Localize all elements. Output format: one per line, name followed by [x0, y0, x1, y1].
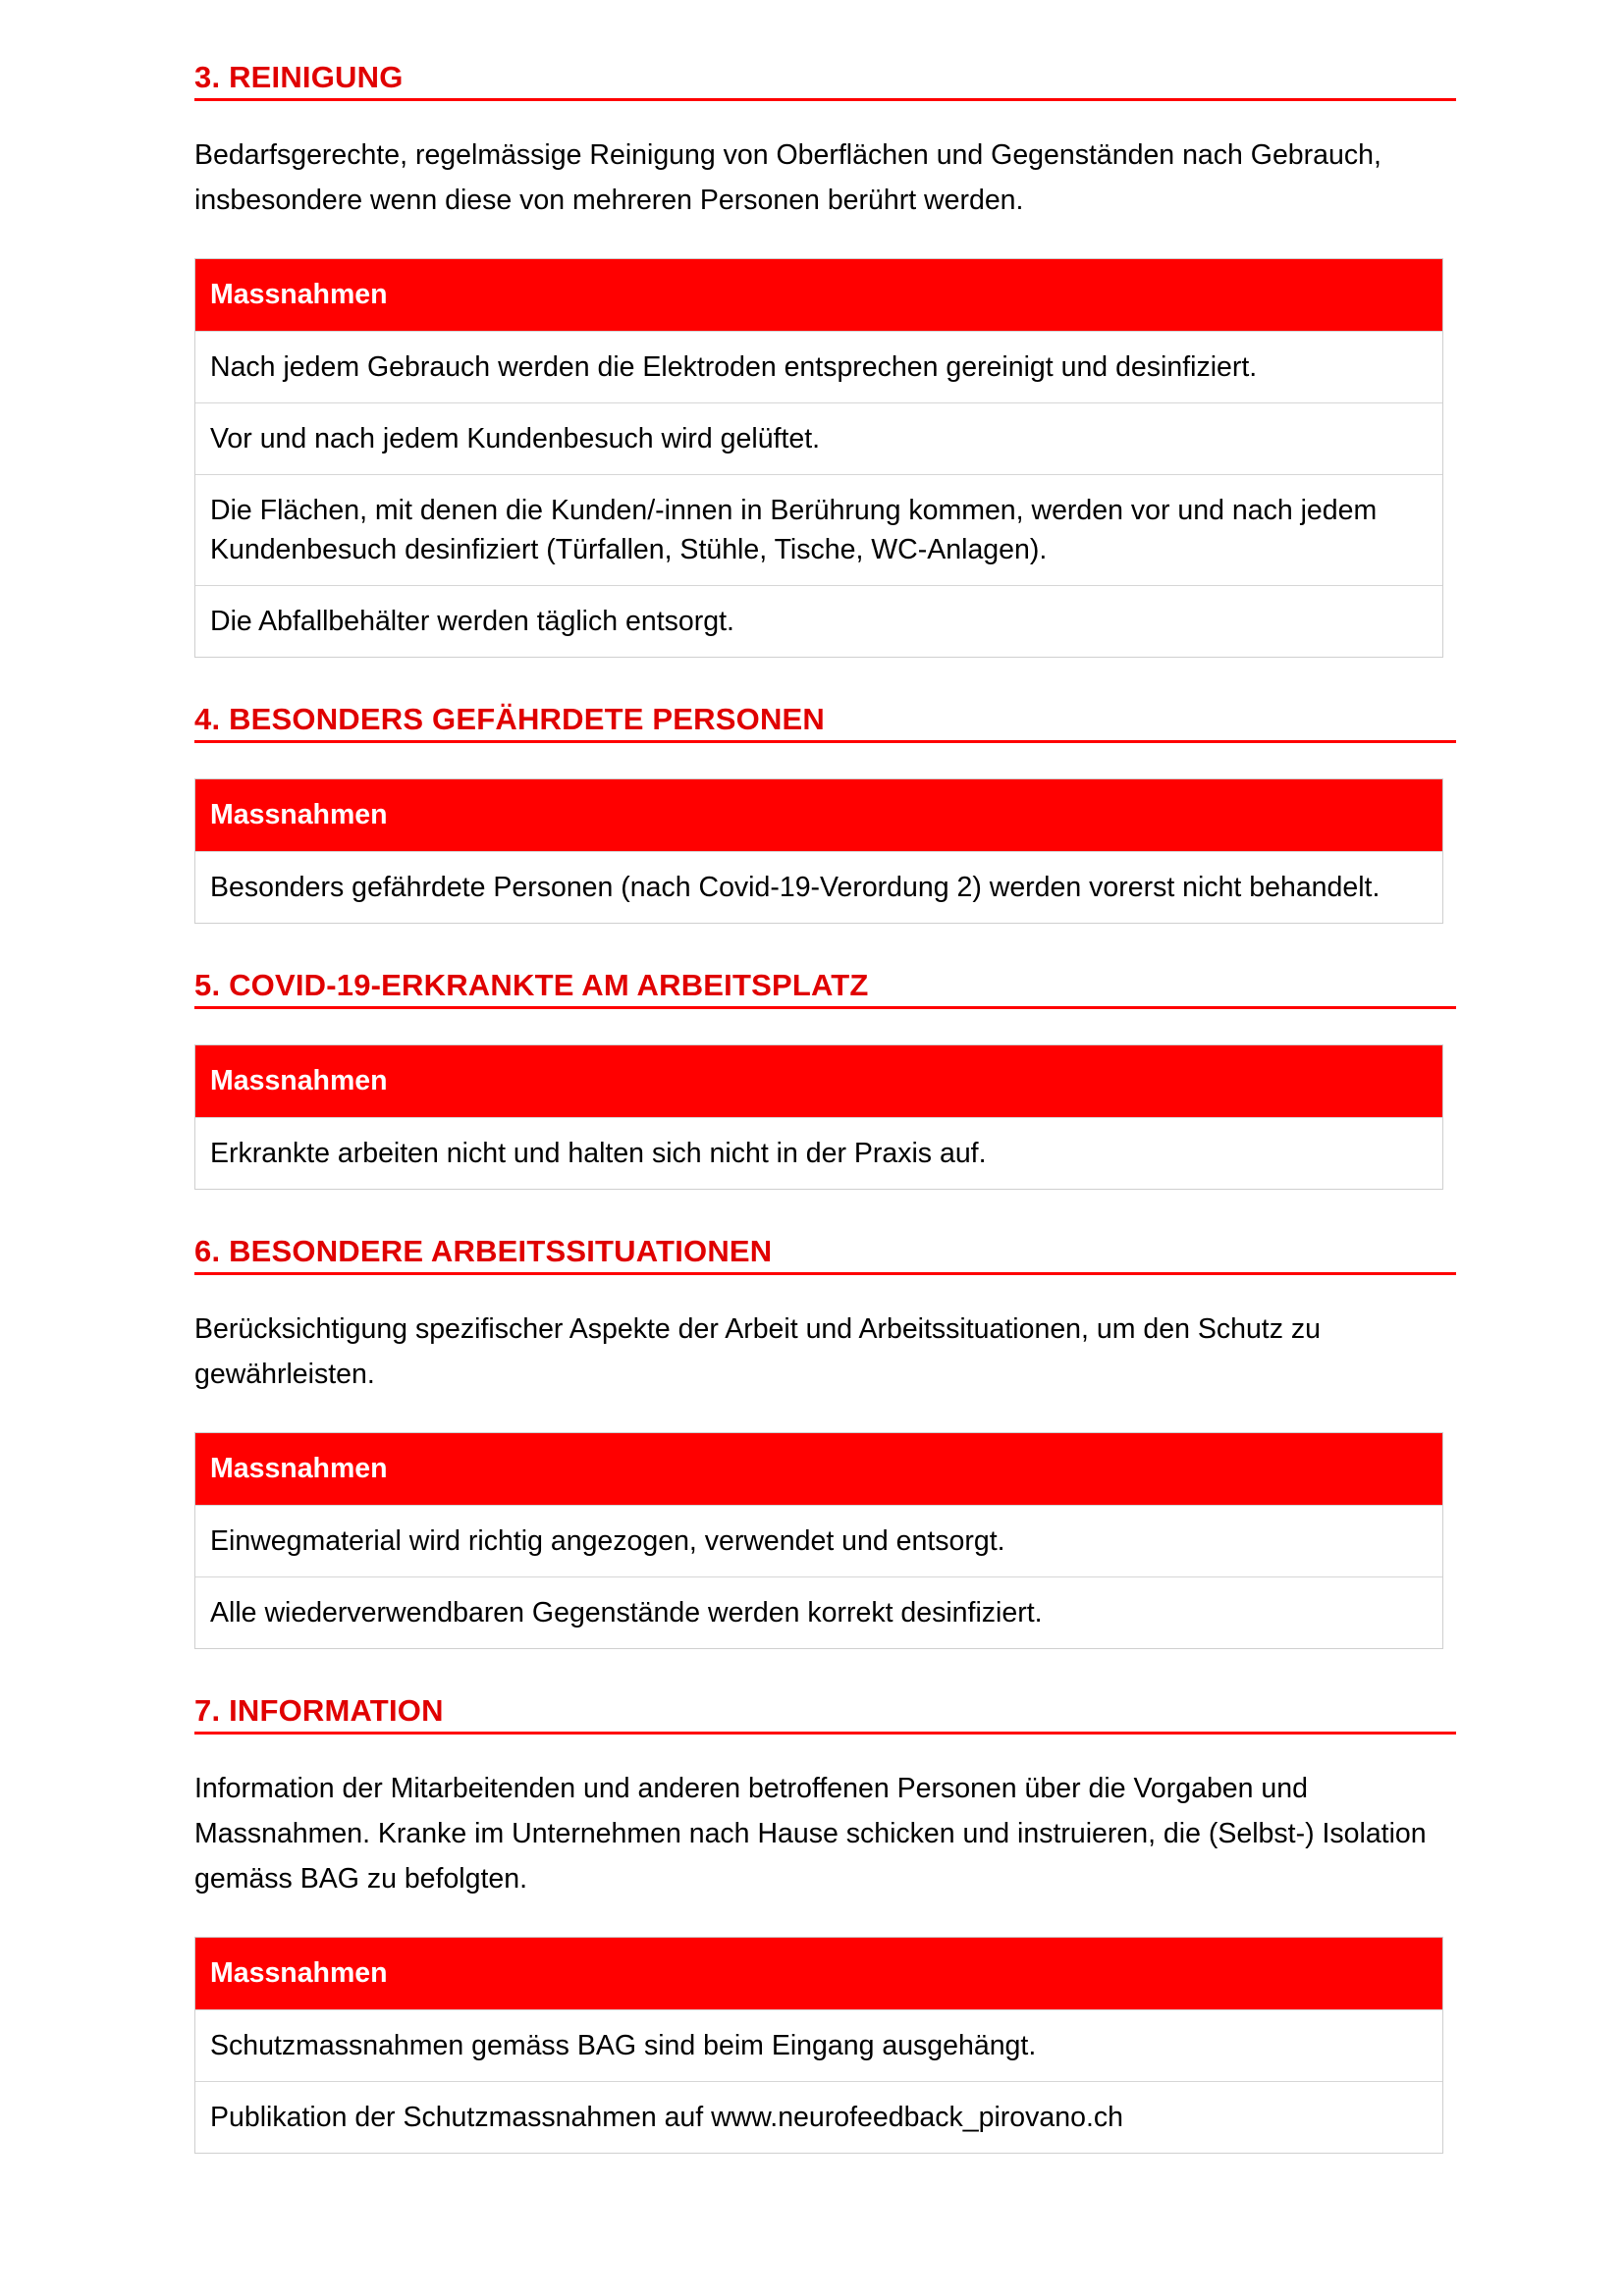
measures-table [194, 1044, 1443, 1190]
section-besonders-gefaehrdete-personen [194, 699, 1456, 924]
section-intro: Berücksichtigung spezifischer Aspekte der Arbeit und Arbeitssituationen, um den Schutz zu gewährleisten. [194, 1313, 1321, 1390]
measures-header: Massnahmen [195, 1433, 1442, 1505]
section-intro: Information der Mitarbeitenden und anderen betroffenen Personen über die Vorgaben und Massnahmen. Kranke im Unternehmen nach Hause schicken und instruieren, die (Selbst-) Isolation gemäss BAG zu befolgten. [194, 1773, 1427, 1895]
measures-header: Massnahmen [195, 259, 1442, 331]
measures-header: Massnahmen [195, 1045, 1442, 1117]
measures-table [194, 1432, 1443, 1649]
section-besondere-arbeitssituationen [194, 1231, 1456, 1649]
measure-row: Einwegmaterial wird richtig angezogen, verwendet und entsorgt. [195, 1505, 1442, 1576]
measures-table [194, 778, 1443, 924]
section-heading: 6. BESONDERE ARBEITSSITUATIONEN [194, 1231, 1456, 1275]
section-covid-erkrankte [194, 965, 1456, 1190]
measures-table [194, 1937, 1443, 2154]
section-reinigung [194, 57, 1456, 658]
measure-row: Die Flächen, mit denen die Kunden/-innen in Berührung kommen, werden vor und nach jedem Kundenbesuch desinfiziert (Türfallen, Stühle, Tische, WC-Anlagen). [195, 474, 1442, 585]
measure-row: Besonders gefährdete Personen (nach Covid-19-Verordung 2) werden vorerst nicht behandelt. [195, 851, 1442, 923]
section-heading: 3. REINIGUNG [194, 57, 1456, 101]
section-heading: 4. BESONDERS GEFÄHRDETE PERSONEN [194, 699, 1456, 743]
measure-row: Vor und nach jedem Kundenbesuch wird gelüftet. [195, 402, 1442, 474]
section-information [194, 1690, 1456, 2154]
measure-row: Publikation der Schutzmassnahmen auf www.neurofeedback_pirovano.ch [195, 2081, 1442, 2153]
measure-row: Erkrankte arbeiten nicht und halten sich nicht in der Praxis auf. [195, 1117, 1442, 1189]
measures-table [194, 258, 1443, 658]
measure-row: Alle wiederverwendbaren Gegenstände werden korrekt desinfiziert. [195, 1576, 1442, 1648]
measures-header: Massnahmen [195, 779, 1442, 851]
measure-row: Die Abfallbehälter werden täglich entsorgt. [195, 585, 1442, 657]
measures-header: Massnahmen [195, 1938, 1442, 2009]
section-intro: Bedarfsgerechte, regelmässige Reinigung von Oberflächen und Gegenständen nach Gebrauch, insbesondere wenn diese von mehreren Personen berührt werden. [194, 139, 1381, 216]
measure-row: Nach jedem Gebrauch werden die Elektroden entsprechen gereinigt und desinfiziert. [195, 331, 1442, 402]
section-heading: 7. INFORMATION [194, 1690, 1456, 1735]
measure-row: Schutzmassnahmen gemäss BAG sind beim Eingang ausgehängt. [195, 2009, 1442, 2081]
section-heading: 5. COVID-19-ERKRANKTE AM ARBEITSPLATZ [194, 965, 1456, 1009]
